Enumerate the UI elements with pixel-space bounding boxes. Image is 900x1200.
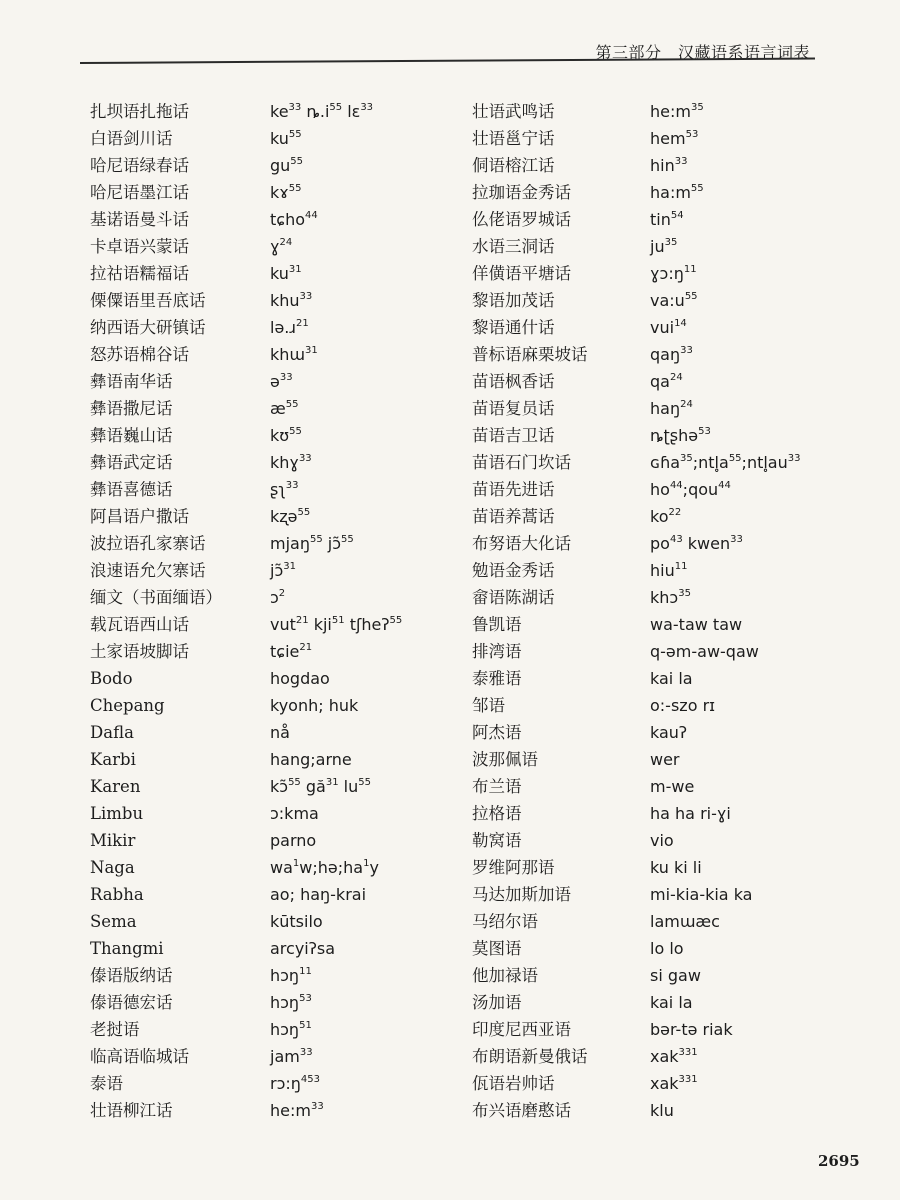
language-name: 泰语: [90, 1074, 123, 1093]
word-form: vut$^{21}$ kji$^{51}$ tʃheʔ$^{55}$: [270, 615, 403, 634]
language-name: 布兴语磨憨话: [472, 1101, 571, 1120]
language-name: 纳西语大研镇话: [90, 318, 206, 337]
language-name: 苗语吉卫话: [472, 426, 555, 445]
entry-row: [472, 584, 860, 611]
entry-row: [90, 1097, 470, 1124]
entry-row: [90, 260, 470, 287]
entry-row: [472, 152, 860, 179]
language-name: 阿杰语: [472, 723, 522, 742]
word-form: ɣ$^{24}$: [270, 237, 293, 256]
entry-row: [472, 125, 860, 152]
language-name: 浪速语允欠寨话: [90, 561, 206, 580]
word-form: $ɣɔ:ŋ^{11}$: [650, 264, 697, 283]
entry-row: [90, 422, 470, 449]
language-name: 彝语南华话: [90, 372, 173, 391]
word-form: $he:m^{35}$: [650, 102, 704, 121]
language-name: 壮语邕宁话: [472, 129, 555, 148]
right-column: [472, 98, 860, 1124]
entry-row: [472, 503, 860, 530]
word-form: parno: [270, 831, 317, 850]
word-form: tɕho$^{44}$: [270, 210, 318, 229]
word-form: khɯ$^{31}$: [270, 345, 318, 364]
language-name: Chepang: [90, 696, 165, 715]
entry-row: [90, 557, 470, 584]
word-form: $po^{43}$ kwen$^{33}$: [650, 534, 743, 553]
entry-row: [90, 989, 470, 1016]
language-name: 基诺语曼斗话: [90, 210, 189, 229]
language-name: 壮语柳江话: [90, 1101, 173, 1120]
language-name: 莫图语: [472, 939, 522, 958]
language-name: 佯僙语平塘话: [472, 264, 571, 283]
entry-row: [90, 179, 470, 206]
language-name: 勉语金秀话: [472, 561, 555, 580]
entry-row: [90, 638, 470, 665]
language-name: 傈僳语里吾底话: [90, 291, 206, 310]
language-name: 彝语巍山话: [90, 426, 173, 445]
word-form: jɔ̃$^{31}$: [270, 561, 296, 580]
entry-row: [90, 98, 470, 125]
language-name: 哈尼语墨江话: [90, 183, 189, 202]
language-name: 拉祜语糯福话: [90, 264, 189, 283]
word-form: q-əm-aw-qaw: [650, 642, 759, 661]
word-form: ə$^{33}$: [270, 372, 293, 391]
entry-row: [472, 314, 860, 341]
word-form: ɔ:kma: [270, 804, 319, 823]
language-name: Mikir: [90, 831, 136, 850]
word-form: ao; haŋ-krai: [270, 885, 367, 904]
entry-row: [90, 125, 470, 152]
language-name: 布朗语新曼俄话: [472, 1047, 588, 1066]
word-form: khu$^{33}$: [270, 291, 313, 310]
language-name: 普标语麻栗坡话: [472, 345, 588, 364]
word-form: $ko^{22}$: [650, 507, 682, 526]
entry-row: [90, 449, 470, 476]
language-name: 勒窝语: [472, 831, 522, 850]
entry-row: [472, 368, 860, 395]
language-name: 印度尼西亚语: [472, 1020, 571, 1039]
entry-row: [90, 854, 470, 881]
word-form: jam$^{33}$: [270, 1047, 313, 1066]
word-form: bər-tə riak: [650, 1020, 733, 1039]
entry-row: [90, 746, 470, 773]
word-form: $wa^1w;hə;ha^1y$: [270, 858, 379, 877]
word-form: khɔ$^{35}$: [650, 588, 691, 607]
language-name: 波拉语孔家寨话: [90, 534, 206, 553]
language-name: 苗语养蒿话: [472, 507, 555, 526]
word-form: kai la: [650, 669, 693, 688]
entry-row: [472, 1097, 860, 1124]
entry-row: [90, 665, 470, 692]
language-name: 罗维阿那语: [472, 858, 555, 877]
word-form: hem$^{53}$: [650, 129, 699, 148]
word-form: tin$^{54}$: [650, 210, 684, 229]
entry-row: [90, 827, 470, 854]
word-form: hɔŋ$^{11}$: [270, 966, 312, 985]
language-name: Karen: [90, 777, 141, 796]
entry-row: [472, 395, 860, 422]
word-form: wer: [650, 750, 680, 769]
language-name: 阿昌语户撒话: [90, 507, 189, 526]
entry-row: [472, 719, 860, 746]
word-form: ha ha ri-ɣi: [650, 804, 731, 823]
entry-row: [90, 1070, 470, 1097]
language-name: 马绍尔语: [472, 912, 538, 931]
word-form: kʐə$^{55}$: [270, 507, 311, 526]
entry-row: [90, 152, 470, 179]
entry-row: [90, 1016, 470, 1043]
language-name: Limbu: [90, 804, 144, 823]
language-name: 壮语武鸣话: [472, 102, 555, 121]
entry-row: [90, 314, 470, 341]
language-name: 彝语撒尼话: [90, 399, 173, 418]
word-form: kauʔ: [650, 723, 688, 742]
language-name: Karbi: [90, 750, 136, 769]
entry-row: [90, 584, 470, 611]
entry-row: [90, 692, 470, 719]
word-form: lamɯæc: [650, 912, 720, 931]
language-name: 老挝语: [90, 1020, 140, 1039]
entry-row: [472, 557, 860, 584]
entry-row: [90, 395, 470, 422]
language-name: 苗语复员话: [472, 399, 555, 418]
entry-row: [472, 665, 860, 692]
word-form: hin$^{33}$: [650, 156, 688, 175]
word-form: ʂʅ$^{33}$: [270, 480, 299, 499]
page-number: 2695: [818, 1152, 860, 1170]
entry-row: [472, 476, 860, 503]
language-name: 黎语加茂话: [472, 291, 555, 310]
entry-row: [90, 287, 470, 314]
entry-row: [472, 341, 860, 368]
entry-row: [90, 476, 470, 503]
entry-row: [90, 368, 470, 395]
entry-row: [472, 422, 860, 449]
language-name: 马达加斯加语: [472, 885, 571, 904]
word-form: xak$^{331}$: [650, 1047, 698, 1066]
page-header: 第三部分 汉藏语系语言词表: [595, 43, 810, 62]
word-form: arcyiʔsa: [270, 939, 336, 958]
language-name: 缅文（书面缅语）: [90, 588, 222, 607]
language-name: 载瓦语西山话: [90, 615, 189, 634]
entry-row: [472, 1070, 860, 1097]
language-name: 佤语岩帅话: [472, 1074, 555, 1093]
language-name: 白语剑川话: [90, 129, 173, 148]
word-form: $æ^{55}$: [270, 399, 299, 418]
word-form: $qa^{24}$: [650, 372, 683, 391]
word-form: mjaŋ$^{55}$ jɔ̃$^{55}$: [270, 534, 354, 553]
language-name: 哈尼语绿春话: [90, 156, 189, 175]
word-form: si gaw: [650, 966, 701, 985]
word-form: hɔŋ$^{51}$: [270, 1020, 312, 1039]
language-name: 仫佬语罗城话: [472, 210, 571, 229]
entry-row: [90, 962, 470, 989]
language-name: Dafla: [90, 723, 134, 742]
word-form: $ku^{55}$: [270, 129, 302, 148]
entry-row: [90, 881, 470, 908]
entry-row: [472, 260, 860, 287]
entry-row: [90, 1043, 470, 1070]
word-form: kūtsilo: [270, 912, 323, 931]
entry-row: [90, 341, 470, 368]
entry-row: [472, 287, 860, 314]
language-name: 布兰语: [472, 777, 522, 796]
entry-row: [90, 719, 470, 746]
word-form: ȵʈʂhə$^{53}$: [650, 426, 711, 445]
language-name: Rabha: [90, 885, 144, 904]
language-name: 彝语武定话: [90, 453, 173, 472]
word-form: $ɢɦa^{35};ntl̥a^{55};ntl̥au^{33}$: [650, 453, 801, 472]
word-form: hogdao: [270, 669, 330, 688]
entry-row: [90, 908, 470, 935]
word-form: haŋ$^{24}$: [650, 399, 693, 418]
entry-row: [90, 503, 470, 530]
entry-row: [472, 854, 860, 881]
entry-row: [472, 1043, 860, 1070]
word-form: $he:m^{33}$: [270, 1101, 324, 1120]
word-form: kyonh; huk: [270, 696, 359, 715]
word-form: $va:u^{55}$: [650, 291, 698, 310]
word-form: nå: [270, 723, 290, 742]
language-name: Sema: [90, 912, 137, 931]
word-form: $gu^{55}$: [270, 156, 304, 175]
language-name: 怒苏语棉谷话: [90, 345, 189, 364]
entry-row: [472, 935, 860, 962]
entry-row: [472, 773, 860, 800]
entry-row: [90, 935, 470, 962]
language-name: 排湾语: [472, 642, 522, 661]
language-name: 泰雅语: [472, 669, 522, 688]
language-name: 扎坝语扎拖话: [90, 102, 189, 121]
entry-row: [472, 206, 860, 233]
language-name: Naga: [90, 858, 135, 877]
entry-row: [90, 530, 470, 557]
language-name: 侗语榕江话: [472, 156, 555, 175]
language-name: 苗语枫香话: [472, 372, 555, 391]
entry-row: [472, 98, 860, 125]
language-name: 黎语通什话: [472, 318, 555, 337]
language-name: 鲁凯语: [472, 615, 522, 634]
word-form: $rɔ:ŋ^{453}$: [270, 1074, 320, 1093]
language-name: 水语三洞话: [472, 237, 555, 256]
language-name: 他加禄语: [472, 966, 538, 985]
language-name: 邹语: [472, 696, 505, 715]
word-form: m-we: [650, 777, 695, 796]
language-name: 波那佩语: [472, 750, 538, 769]
entry-row: [472, 1016, 860, 1043]
word-form: kɤ$^{55}$: [270, 183, 302, 202]
word-form: mi-kia-kia ka: [650, 885, 753, 904]
word-form: $ku^{31}$: [270, 264, 302, 283]
word-form: kʊ$^{55}$: [270, 426, 302, 445]
language-name: Thangmi: [90, 939, 164, 958]
word-form: khɣ$^{33}$: [270, 453, 312, 472]
word-form: hɔŋ$^{53}$: [270, 993, 312, 1012]
word-form: klu: [650, 1101, 674, 1120]
word-form: vio: [650, 831, 674, 850]
language-name: 畲语陈湖话: [472, 588, 555, 607]
entry-row: [472, 881, 860, 908]
language-name: 傣语德宏话: [90, 993, 173, 1012]
entry-row: [472, 908, 860, 935]
entry-row: [472, 449, 860, 476]
word-form: lo lo: [650, 939, 684, 958]
language-name: 拉格语: [472, 804, 522, 823]
entry-row: [472, 989, 860, 1016]
language-name: 苗语石门坎话: [472, 453, 571, 472]
word-form: lə.ɹ$^{21}$: [270, 318, 309, 337]
language-name: Bodo: [90, 669, 133, 688]
language-name: 卡卓语兴蒙话: [90, 237, 189, 256]
language-name: 苗语先进话: [472, 480, 555, 499]
word-form: $ju^{35}$: [650, 237, 678, 256]
language-name: 彝语喜德话: [90, 480, 173, 499]
entry-row: [472, 800, 860, 827]
entry-row: [90, 773, 470, 800]
entry-row: [472, 179, 860, 206]
entry-row: [472, 611, 860, 638]
entry-row: [472, 962, 860, 989]
word-form: vui$^{14}$: [650, 318, 687, 337]
entry-row: [472, 638, 860, 665]
entry-row: [472, 692, 860, 719]
word-form: tɕie$^{21}$: [270, 642, 313, 661]
word-form: xak$^{331}$: [650, 1074, 698, 1093]
language-name: 傣语版纳话: [90, 966, 173, 985]
word-form: ku ki li: [650, 858, 702, 877]
entry-row: [90, 800, 470, 827]
language-name: 拉珈语金秀话: [472, 183, 571, 202]
word-form: kai la: [650, 993, 693, 1012]
entry-row: [90, 611, 470, 638]
entry-row: [472, 827, 860, 854]
entry-row: [472, 233, 860, 260]
word-form: kɔ̃$^{55}$ $gă^{31}$ $lu^{55}$: [270, 777, 371, 796]
language-name: 土家语坡脚话: [90, 642, 189, 661]
language-name: 汤加语: [472, 993, 522, 1012]
entry-row: [90, 233, 470, 260]
language-name: 临高语临城话: [90, 1047, 189, 1066]
word-form: qaŋ$^{33}$: [650, 345, 693, 364]
word-form: ɔ$^2$: [270, 588, 286, 607]
left-column: [90, 98, 470, 1124]
entry-row: [472, 530, 860, 557]
entry-row: [472, 746, 860, 773]
word-form: wa-taw taw: [650, 615, 743, 634]
word-form: $ho^{44};qou^{44}$: [650, 480, 731, 499]
word-form: o:-szo rɪ: [650, 696, 716, 715]
word-form: hiu$^{11}$: [650, 561, 688, 580]
language-name: 布努语大化话: [472, 534, 571, 553]
word-form: $ha:m^{55}$: [650, 183, 704, 202]
word-form: $ke^{33}$ $ȵ.i^{55}$ lɛ$^{33}$: [270, 102, 374, 121]
word-form: hang;arne: [270, 750, 352, 769]
entry-row: [90, 206, 470, 233]
